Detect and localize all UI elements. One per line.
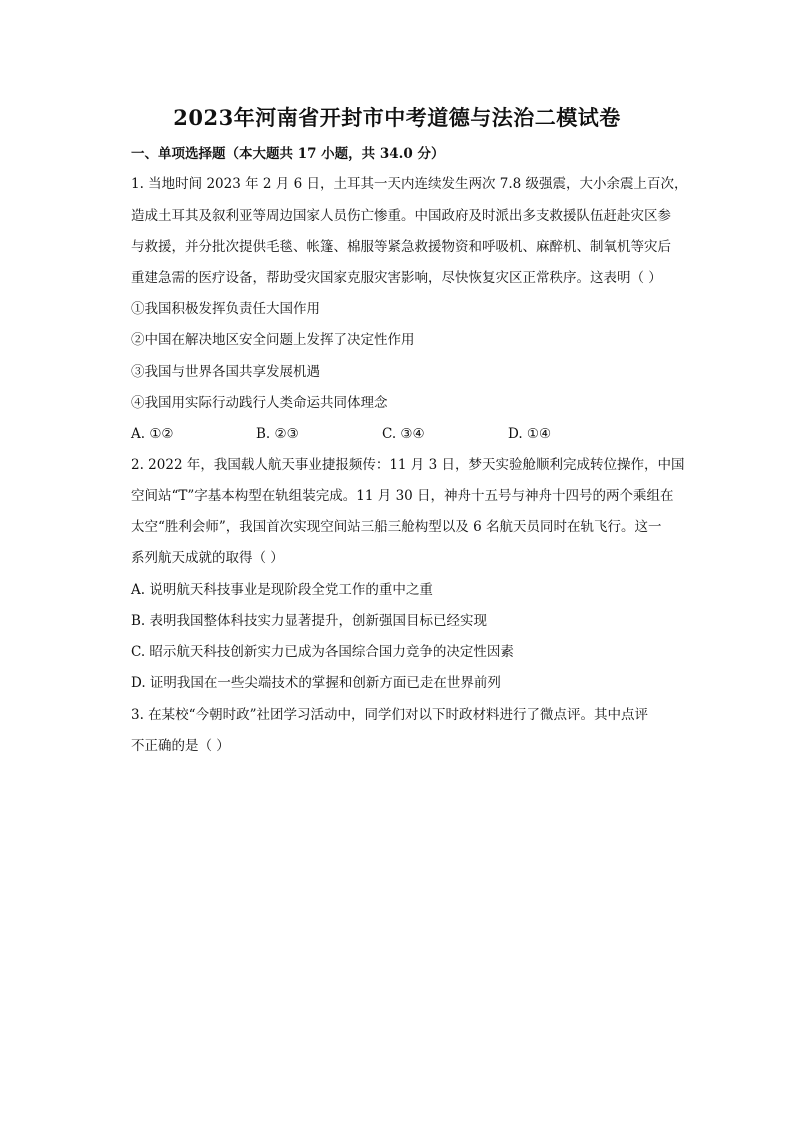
q1-statement-2: ②中国在解决地区安全问题上发挥了决定性作用 xyxy=(131,332,415,348)
q1-stem-line-1: 1. 当地时间 2023 年 2 月 6 日，土耳其一天内连续发生两次 7.8 级强震，大小余震上百次， xyxy=(131,176,688,192)
q2-option-d[interactable]: D. 证明我国在一些尖端技术的掌握和创新方面已走在世界前列 xyxy=(131,675,501,691)
q1-options xyxy=(131,424,711,444)
q1-option-a[interactable]: A. ①② xyxy=(131,426,174,442)
q2-stem-line-3: 太空“胜利会师”，我国首次实现空间站三船三舱构型以及 6 名航天员同时在轨飞行。这一 xyxy=(131,519,662,535)
q1-stem-line-4: 重建急需的医疗设备，帮助受灾国家克服灾害影响，尽快恢复灾区正常秩序。这表明（ ） xyxy=(131,270,662,286)
q1-option-b[interactable]: B. ②③ xyxy=(256,426,299,442)
q2-option-b[interactable]: B. 表明我国整体科技实力显著提升，创新强国目标已经实现 xyxy=(131,613,488,629)
q3-stem-line-2: 不正确的是（ ） xyxy=(131,738,230,754)
q1-statement-1: ①我国积极发挥负责任大国作用 xyxy=(131,301,320,317)
q1-stem-line-2: 造成土耳其及叙利亚等周边国家人员伤亡惨重。中国政府及时派出多支救援队伍赶赴灾区参 xyxy=(131,208,671,224)
q1-statement-4: ④我国用实际行动践行人类命运共同体理念 xyxy=(131,395,388,411)
exam-title: 2023年河南省开封市中考道德与法治二模试卷 xyxy=(173,105,621,130)
q1-option-d[interactable]: D. ①④ xyxy=(508,426,552,442)
q2-option-c[interactable]: C. 昭示航天科技创新实力已成为各国综合国力竞争的决定性因素 xyxy=(131,644,514,660)
q2-stem-line-1: 2. 2022 年，我国载人航天事业捷报频传：11 月 3 日，梦天实验舱顺利完成转位操作，中国 xyxy=(131,457,685,473)
q2-option-a[interactable]: A. 说明航天科技事业是现阶段全党工作的重中之重 xyxy=(131,582,433,598)
q1-statement-3: ③我国与世界各国共享发展机遇 xyxy=(131,364,320,380)
section-heading: 一、单项选择题（本大题共 17 小题，共 34.0 分） xyxy=(131,146,445,162)
q2-stem-line-4: 系列航天成就的取得（ ） xyxy=(131,550,284,566)
q1-option-c[interactable]: C. ③④ xyxy=(382,426,425,442)
q1-stem-line-3: 与救援，并分批次提供毛毯、帐篷、棉服等紧急救援物资和呼吸机、麻醉机、制氧机等灾后 xyxy=(131,239,671,255)
q2-stem-line-2: 空间站“T”字基本构型在轨组装完成。11 月 30 日，神舟十五号与神舟十四号的两个乘组在 xyxy=(131,488,674,504)
q3-stem-line-1: 3. 在某校“今朝时政”社团学习活动中，同学们对以下时政材料进行了微点评。其中点评 xyxy=(131,707,648,723)
